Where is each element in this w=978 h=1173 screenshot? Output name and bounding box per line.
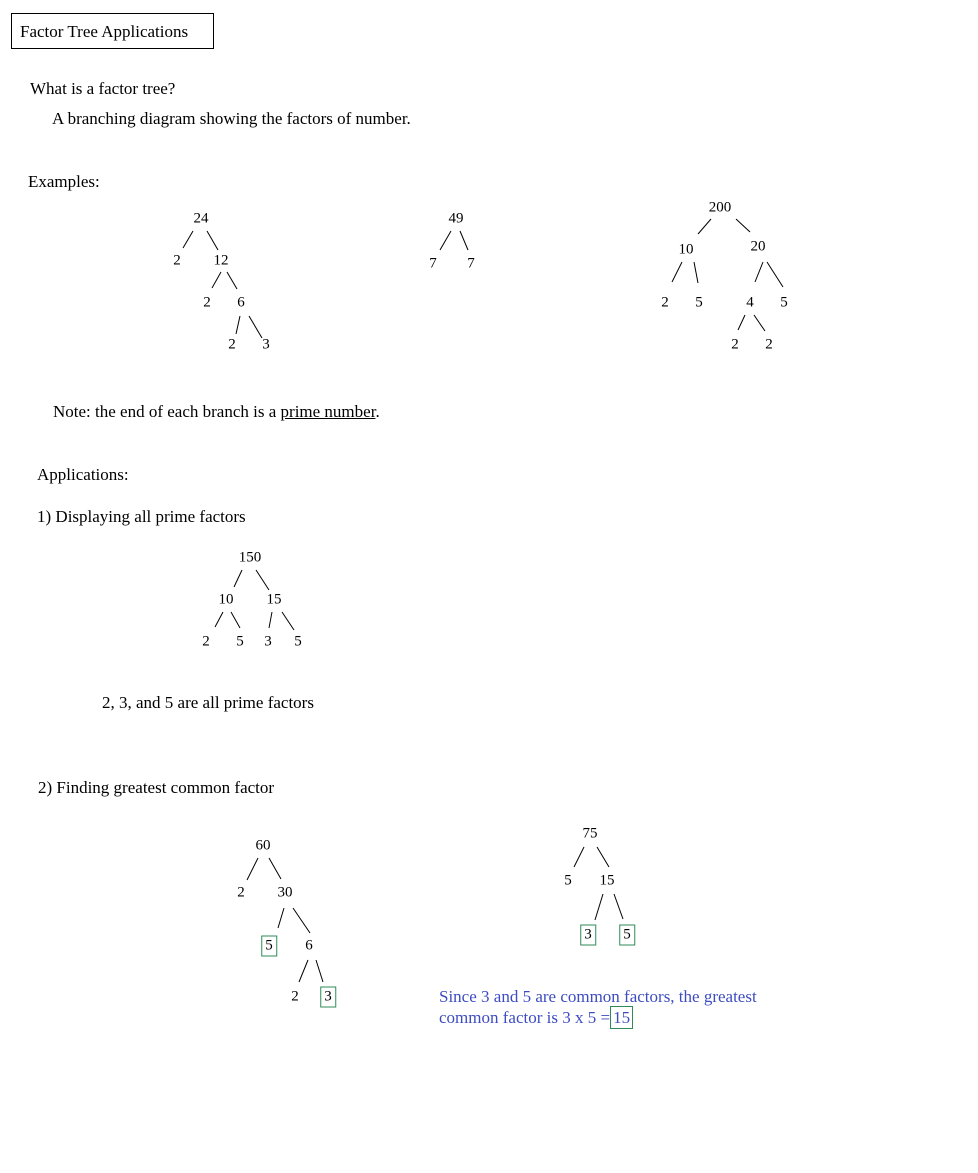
tree75-common-factor: 5: [619, 925, 635, 946]
prime-note: [53, 403, 380, 420]
tree150-node: 2: [202, 633, 210, 650]
tree75-node: 5: [564, 872, 572, 889]
tree150-node: 15: [266, 591, 282, 608]
tree60-node: 30: [277, 884, 293, 901]
tree60-common-factor: 3: [320, 987, 336, 1008]
applications-label: Applications:: [37, 465, 129, 484]
examples-label: Examples:: [28, 172, 100, 191]
gcf-explanation-line2: [439, 1009, 633, 1026]
tree200-node: 20: [750, 238, 766, 255]
tree60-node: 6: [305, 937, 313, 954]
tree49-node: 7: [467, 255, 475, 272]
app2-heading: 2) Finding greatest common factor: [38, 778, 275, 797]
tree150-node: 5: [236, 633, 244, 650]
tree200-node: 200: [708, 199, 732, 216]
tree200-node: 5: [780, 294, 788, 311]
tree49-node: 7: [429, 255, 437, 272]
note-prefix: Note: the end of each branch is a: [53, 402, 281, 421]
page-title: Factor Tree Applications: [20, 22, 189, 41]
tree200-node: 2: [661, 294, 669, 311]
tree24-node: 2: [228, 336, 236, 353]
tree200-node: 4: [746, 294, 754, 311]
tree60-node: 2: [237, 884, 245, 901]
tree24-node: 2: [203, 294, 211, 311]
note-underlined: prime number: [280, 402, 376, 421]
app1-result: 2, 3, and 5 are all prime factors: [102, 693, 314, 712]
tree24-node: 24: [193, 210, 209, 227]
tree24-node: 3: [262, 336, 270, 353]
app1-heading: 1) Displaying all prime factors: [37, 507, 246, 526]
note-suffix: .: [375, 402, 380, 421]
tree150-node: 150: [238, 549, 262, 566]
tree75-node: 75: [582, 825, 598, 842]
tree60-node: 2: [291, 988, 299, 1005]
tree150-node: 10: [218, 591, 234, 608]
tree200-node: 2: [765, 336, 773, 353]
question-text: What is a factor tree?: [30, 79, 176, 98]
tree49-node: 49: [448, 210, 464, 227]
gcf-answer: 15: [610, 1006, 633, 1029]
tree150-node: 3: [264, 633, 272, 650]
tree75-node: 15: [599, 872, 615, 889]
tree200-node: 2: [731, 336, 739, 353]
tree24-node: 2: [173, 252, 181, 269]
tree60-node: 60: [255, 837, 271, 854]
gcf-explanation-prefix: common factor is 3 x 5 =: [439, 1008, 611, 1027]
tree75-common-factor: 3: [580, 925, 596, 946]
tree150-node: 5: [294, 633, 302, 650]
tree200-node: 10: [678, 241, 694, 258]
tree60-common-factor: 5: [261, 936, 277, 957]
tree24-node: 6: [237, 294, 245, 311]
tree200-node: 5: [695, 294, 703, 311]
gcf-explanation-line1: Since 3 and 5 are common factors, the greatest: [439, 987, 757, 1006]
tree24-node: 12: [213, 252, 229, 269]
definition-text: A branching diagram showing the factors of number.: [52, 109, 411, 128]
